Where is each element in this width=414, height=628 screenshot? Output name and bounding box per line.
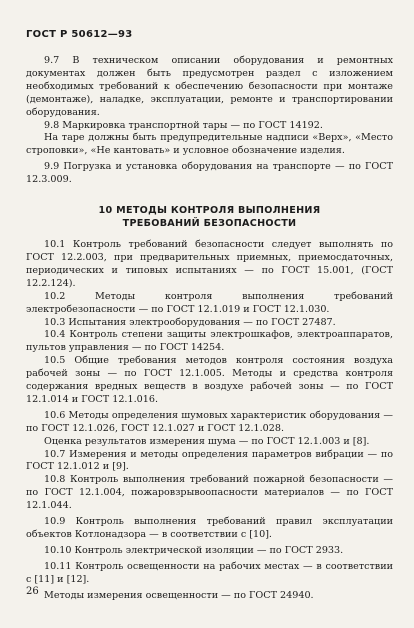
paragraph-illumination-methods: Методы измерения освещенности — по ГОСТ 24940. xyxy=(44,589,314,601)
section-10-title xyxy=(26,204,393,230)
paragraph-10-4: 10.4 Контроль степени защиты электрошкафов, электроаппаратов, пультов управления — по ГОСТ 14254. xyxy=(26,329,393,354)
section-title-line-2: ТРЕБОВАНИЙ БЕЗОПАСНОСТИ xyxy=(122,218,297,230)
paragraph-9-7: 9.7 В техническом описании оборудования и ремонтных документах должен быть предусмотрен раздел с изложением необходимых требований к обеспечению безопасности при монтаже (демонтаже), наладке, эксплуатации, ремонте и транспортировании оборудования. xyxy=(26,55,393,118)
paragraph-10-10: 10.10 Контроль электрической изоляции — по ГОСТ 2933. xyxy=(44,544,344,556)
paragraph-10-9: 10.9 Контроль выполнения требований правил эксплуатации объектов Котлонадзора — в соответствии с [10]. xyxy=(26,516,393,540)
paragraph-10-6: 10.6 Методы определения шумовых характеристик оборудования — по ГОСТ 12.1.026, ГОСТ 12.1.027 и ГОСТ 12.1.028. xyxy=(26,409,393,434)
paragraph-9-9: 9.9 Погрузка и установка оборудования на транспорте — по ГОСТ 12.3.009. xyxy=(26,161,393,186)
paragraph-9-8: 9.8 Маркировка транспортной тары — по ГОСТ 14192. xyxy=(44,119,323,131)
paragraph-10-8: 10.8 Контроль выполнения требований пожарной безопасности — по ГОСТ 12.1.004, пожаровзрывоопасности материалов — по ГОСТ 12.1.044. xyxy=(26,474,393,512)
paragraph-10-5: 10.5 Общие требования методов контроля состояния воздуха рабочей зоны — по ГОСТ 12.1.005. Методы и средства контроля содержания вредных веществ в воздухе рабочей зоны — по ГОСТ 12.1.014 и ГОСТ 12.1.016. xyxy=(26,355,393,405)
paragraph-noise-evaluation: Оценка результатов измерения шума — по ГОСТ 12.1.003 и [8]. xyxy=(44,435,370,447)
paragraph-10-7: 10.7 Измерения и методы определения параметров вибрации — по ГОСТ 12.1.012 и [9]. xyxy=(26,448,393,473)
paragraph-10-11: 10.11 Контроль освещенности на рабочих местах — в соответствии с [11] и [12]. xyxy=(26,560,393,585)
paragraph-10-2: 10.2 Методы контроля выполнения требований электробезопасности — по ГОСТ 12.1.019 и ГОСТ 12.1.030. xyxy=(26,290,393,315)
paragraph-10-1: 10.1 Контроль требований безопасности следует выполнять по ГОСТ 12.2.003, при предварительных приемных, приемосдаточных, периодических и типовых испытаниях — по ГОСТ 15.001, (ГОСТ 12.2.124). xyxy=(26,239,393,289)
paragraph-tare-labels: На таре должны быть предупредительные надписи «Верх», «Место строповки», «Не кантовать» и условное обозначение изделия. xyxy=(26,132,393,157)
section-title-line-1: 10 МЕТОДЫ КОНТРОЛЯ ВЫПОЛНЕНИЯ xyxy=(98,205,321,217)
page-number: 26 xyxy=(26,586,39,597)
document-body xyxy=(26,55,393,603)
paragraph-10-3: 10.3 Испытания электрооборудования — по ГОСТ 27487. xyxy=(44,316,336,328)
document-header-code: ГОСТ Р 50612—93 xyxy=(26,29,133,40)
